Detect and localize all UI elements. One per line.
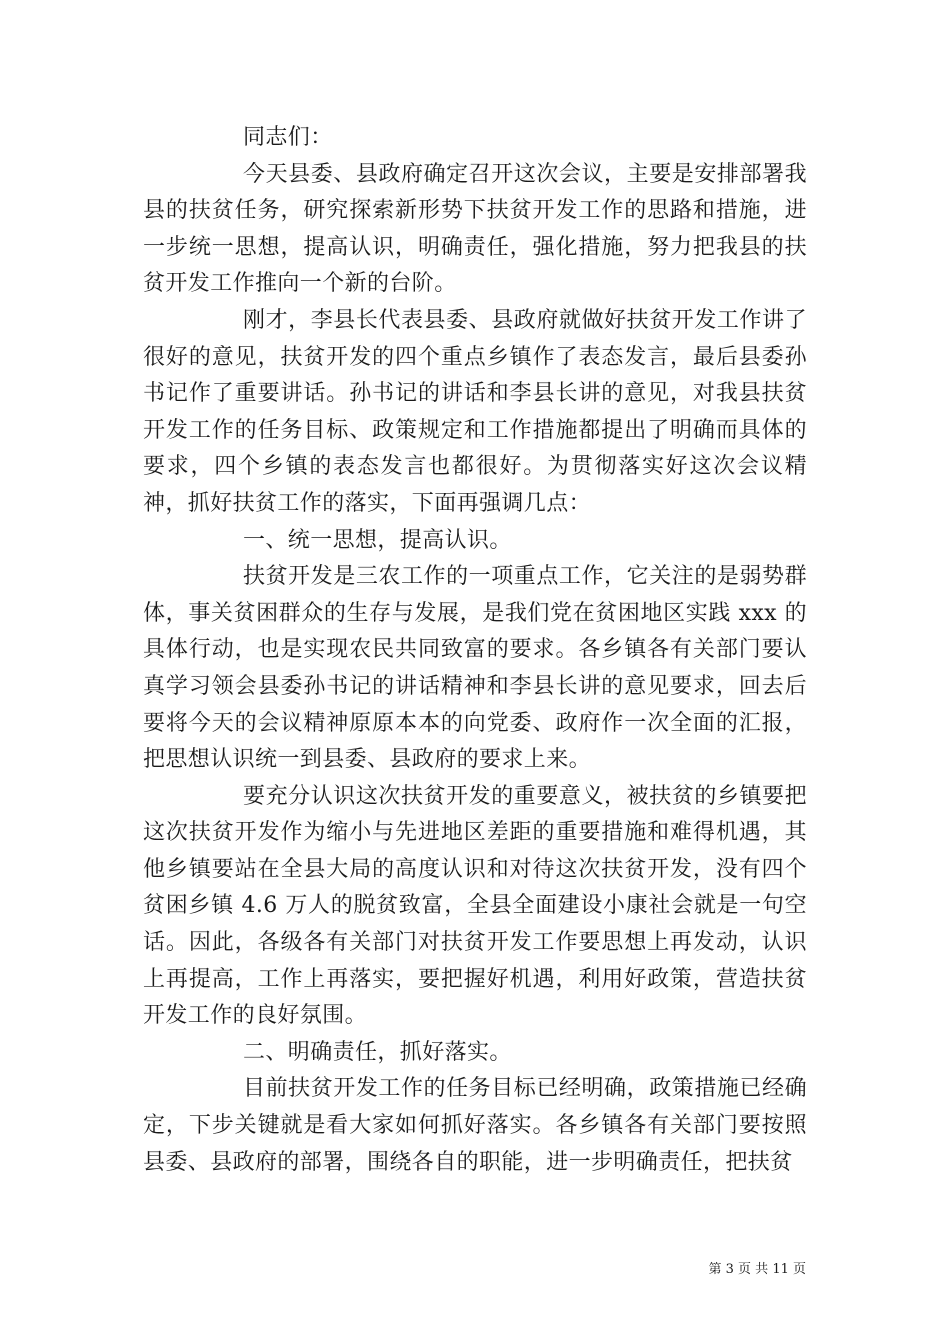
paragraph-intro: 今天县委、县政府确定召开这次会议，主要是安排部署我县的扶贫任务，研究探索新形势下扶贫开发工作的思路和措施，进一步统一思想，提高认识，明确责任，强化措施，努力把我县的扶贫开发工作推向一个新的台阶。 bbox=[143, 161, 807, 297]
document-body bbox=[143, 120, 807, 1181]
paragraph-section1-b: 要充分认识这次扶贫开发的重要意义，被扶贫的乡镇要把这次扶贫开发作为缩小与先进地区差距的重要措施和难得机遇，其他乡镇要站在全县大局的高度认识和对待这次扶贫开发，没有四个贫困乡镇 4.6 万人的脱贫致富，全县全面建设小康社会就是一句空话。因此，各级各有关部门对扶贫开发工作要思想上再发动，认识上再提高，工作上再落实，要把握好机遇，利用好政策，营造扶贫开发工作的良好氛围。 bbox=[143, 783, 807, 1029]
section-heading-2: 二、明确责任，抓好落实。 bbox=[243, 1039, 512, 1065]
paragraph-context: 刚才，李县长代表县委、县政府就做好扶贫开发工作讲了很好的意见，扶贫开发的四个重点乡镇作了表态发言，最后县委孙书记作了重要讲话。孙书记的讲话和李县长讲的意见，对我县扶贫开发工作的任务目标、政策规定和工作措施都提出了明确而具体的要求，四个乡镇的表态发言也都很好。为贯彻落实好这次会议精神，抓好扶贫工作的落实，下面再强调几点： bbox=[143, 307, 807, 516]
page-number-footer: 第 3 页 共 11 页 bbox=[708, 1262, 806, 1277]
paragraph-section2-a: 目前扶贫开发工作的任务目标已经明确，政策措施已经确定，下步关键就是看大家如何抓好落实。各乡镇各有关部门要按照县委、县政府的部署，围绕各自的职能，进一步明确责任，把扶贫 bbox=[143, 1076, 807, 1175]
paragraph-section1-a: 扶贫开发是三农工作的一项重点工作，它关注的是弱势群体，事关贫困群众的生存与发展，是我们党在贫困地区实践 xxx 的具体行动，也是实现农民共同致富的要求。各乡镇各有关部门要认真学习领会县委孙书记的讲话精神和李县长讲的意见要求，回去后要将今天的会议精神原原本本的向党委、政府作一次全面的汇报，把思想认识统一到县委、县政府的要求上来。 bbox=[143, 564, 807, 773]
section-heading-1: 一、统一思想，提高认识。 bbox=[243, 527, 512, 553]
salutation: 同志们： bbox=[243, 125, 333, 150]
